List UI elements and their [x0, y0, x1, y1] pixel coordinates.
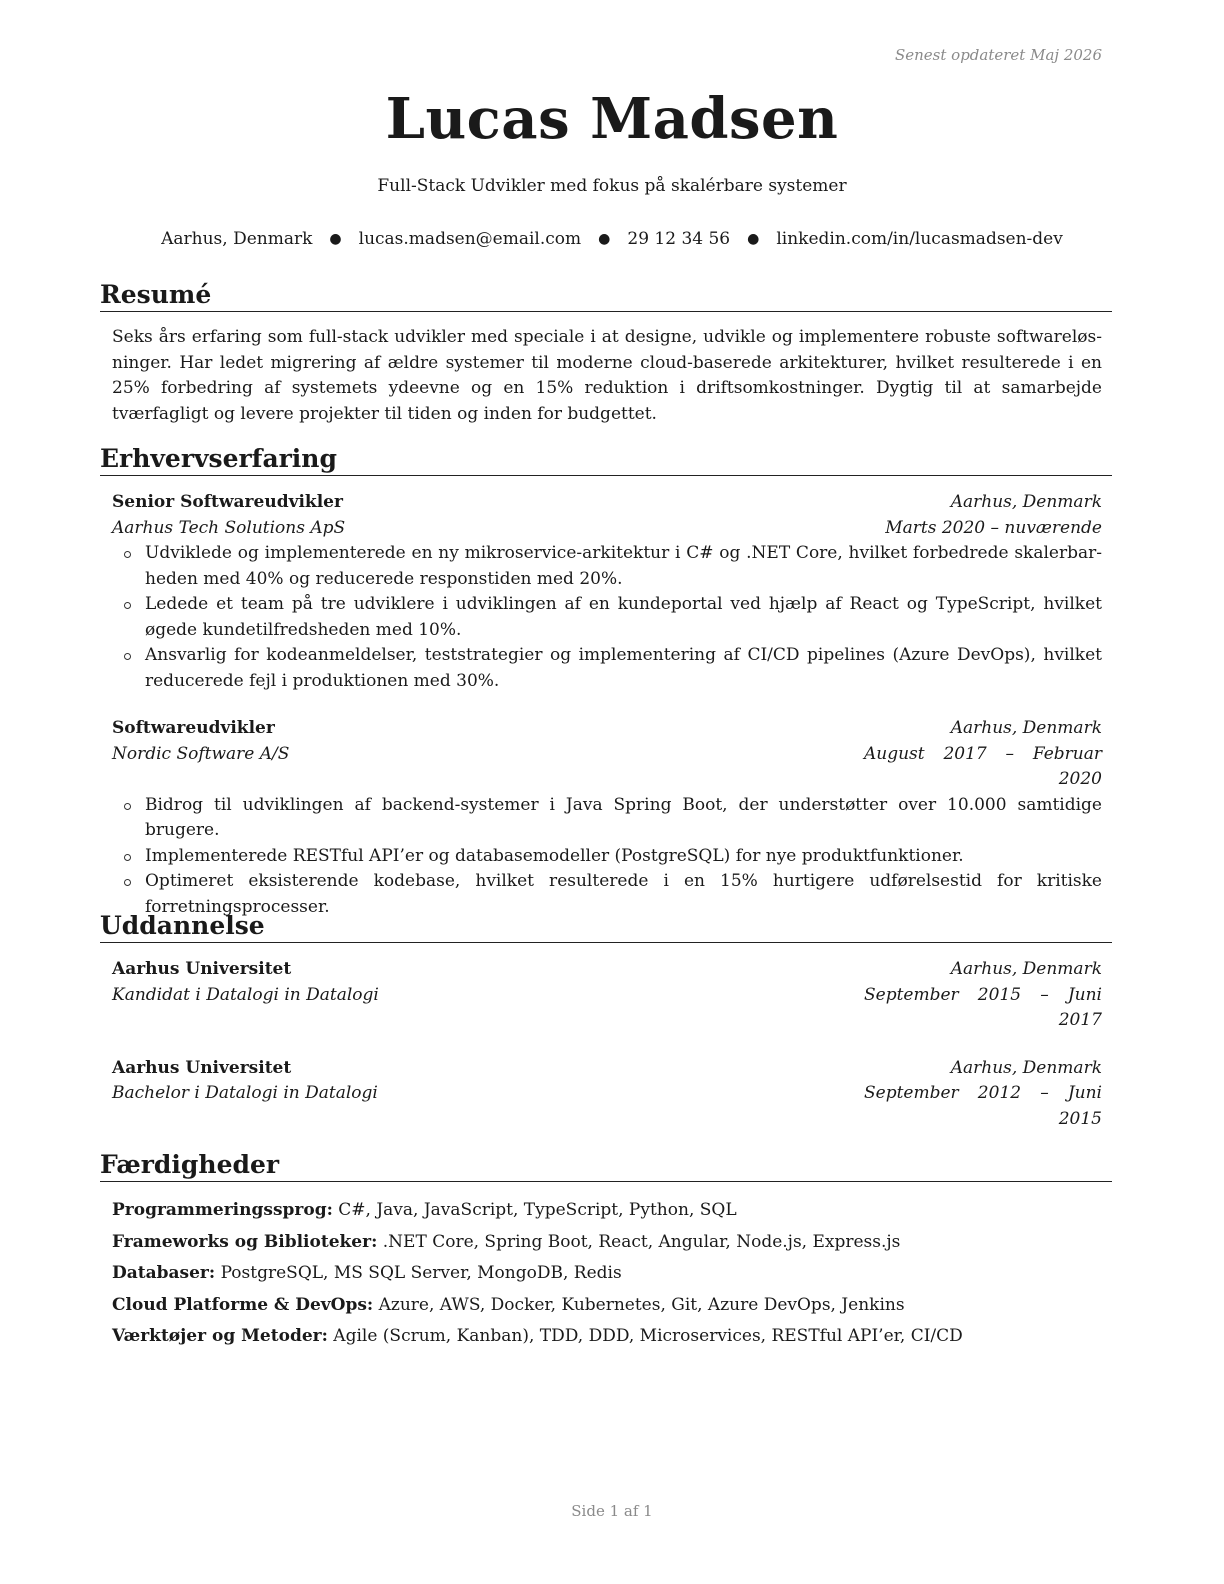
bullet-item: Bidrog til udviklingen af backend-systemer i Java Spring Boot, der understøtter over 10.000 samtidige brugere. [112, 793, 1102, 844]
summary-text: Seks års erfaring som full-stack udvikler med speciale i at designe, udvikle og implementere robuste softwareløsninger. Har ledet migrering af ældre systemer til moderne cloud-baserede arkitekturer, hvilket resulterede i en 25% forbedring af systemets ydeevne og en 15% reduktion i driftsomkostninger. Dygtig til at samarbejde tværfagligt og levere projekter til tiden og inden for budgettet. [112, 327, 1102, 424]
company-name: Aarhus Tech Solutions ApS [112, 517, 346, 538]
separator-dot: ● [329, 231, 342, 247]
section-title-skills: Færdigheder [100, 1150, 1112, 1182]
bullet-item: Optimeret eksisterende kodebase, hvilket resulterede i en 15% hurtigere udførelsestid for kritiske forretningsprocesser. [112, 869, 1102, 920]
school-location: Aarhus, Denmark [950, 959, 1102, 979]
skill-value: PostgreSQL, MS SQL Server, MongoDB, Redis [220, 1263, 622, 1283]
job-title: Softwareudvikler [112, 718, 275, 738]
skill-value: C#, Java, JavaScript, TypeScript, Python, SQL [338, 1200, 737, 1220]
education-dates: September 2015 – Juni 2017 [864, 984, 1102, 1030]
contact-line [0, 229, 1224, 249]
job-bullets [112, 793, 1102, 921]
education-entry [112, 957, 1102, 1034]
school-name: Aarhus Universitet [112, 1057, 292, 1078]
education-dates: September 2012 – Juni 2015 [864, 1083, 1102, 1129]
contact-phone: 29 12 34 56 [627, 229, 731, 249]
page-number: Side 1 af 1 [571, 1502, 653, 1520]
contact-linkedin: linkedin.com/in/lucasmadsen-dev [776, 229, 1063, 249]
skill-line [112, 1290, 1102, 1322]
section-title-experience: Erhvervserfaring [100, 444, 1112, 476]
skill-label: Databaser: [112, 1263, 216, 1283]
section-title-education: Uddannelse [100, 911, 1112, 943]
bullet-item: Implementerede RESTful API’er og databasemodeller (PostgreSQL) for nye produktfunktioner. [112, 844, 1102, 870]
job-dates: Marts 2020 – nuværende [885, 517, 1102, 538]
job-dates: August 2017 – Februar 2020 [864, 743, 1102, 789]
skill-label: Cloud Platforme & DevOps: [112, 1294, 374, 1315]
school-name: Aarhus Universitet [112, 959, 292, 979]
skill-line [112, 1227, 1102, 1259]
skill-value: Agile (Scrum, Kanban), TDD, DDD, Microservices, RESTful API’er, CI/CD [333, 1326, 963, 1346]
education-section [100, 911, 1112, 1132]
last-updated: Senest opdateret Maj 2026 [894, 46, 1102, 64]
skill-line [112, 1195, 1102, 1227]
degree-name: Bachelor i Datalogi in Datalogi [112, 1083, 378, 1103]
skill-line [112, 1258, 1102, 1290]
skill-value: Azure, AWS, Docker, Kubernetes, Git, Azure DevOps, Jenkins [378, 1294, 905, 1315]
skill-label: Værktøjer og Metoder: [112, 1326, 328, 1346]
skill-value: .NET Core, Spring Boot, React, Angular, Node.js, Express.js [382, 1231, 901, 1252]
bullet-item: Ansvarlig for kodeanmeldelser, teststrategier og implementering af CI/CD pipelines (Azure DevOps), hvilket reducerede fejl i produktionen med 30%. [112, 643, 1102, 694]
skills-list [100, 1195, 1112, 1353]
job-title: Senior Softwareudvikler [112, 492, 343, 512]
education-entry [112, 1056, 1102, 1133]
contact-email: lucas.madsen@email.com [358, 229, 582, 249]
summary-section [100, 280, 1112, 427]
contact-location: Aarhus, Denmark [161, 229, 313, 249]
bullet-item: Udviklede og implementerede en ny mikroservice-arkitektur i C# og .NET Core, hvilket forbedrede skalerbarheden med 40% og reducerede responstiden med 20%. [112, 541, 1102, 592]
experience-entry [112, 490, 1102, 694]
candidate-name: Lucas Madsen [385, 86, 839, 152]
job-bullets [112, 541, 1102, 694]
job-location: Aarhus, Denmark [950, 718, 1102, 738]
company-name: Nordic Software A/S [112, 743, 290, 764]
job-location: Aarhus, Denmark [950, 492, 1102, 512]
degree-name: Kandidat i Datalogi in Datalogi [112, 984, 379, 1005]
skill-line [112, 1321, 1102, 1353]
experience-section [100, 444, 1112, 920]
skill-label: Programmeringssprog: [112, 1200, 333, 1220]
separator-dot: ● [598, 231, 611, 247]
separator-dot: ● [747, 231, 760, 247]
school-location: Aarhus, Denmark [950, 1057, 1102, 1078]
candidate-subtitle: Full-Stack Udvikler med fokus på skalérbare systemer [377, 176, 847, 196]
skills-section [100, 1150, 1112, 1353]
section-title-summary: Resumé [100, 280, 1112, 312]
bullet-item: Ledede et team på tre udviklere i udviklingen af en kundeportal ved hjælp af React og TypeScript, hvilket øgede kundetilfredsheden med 10%. [112, 592, 1102, 643]
skill-label: Frameworks og Biblioteker: [112, 1231, 378, 1252]
experience-entry [112, 716, 1102, 920]
